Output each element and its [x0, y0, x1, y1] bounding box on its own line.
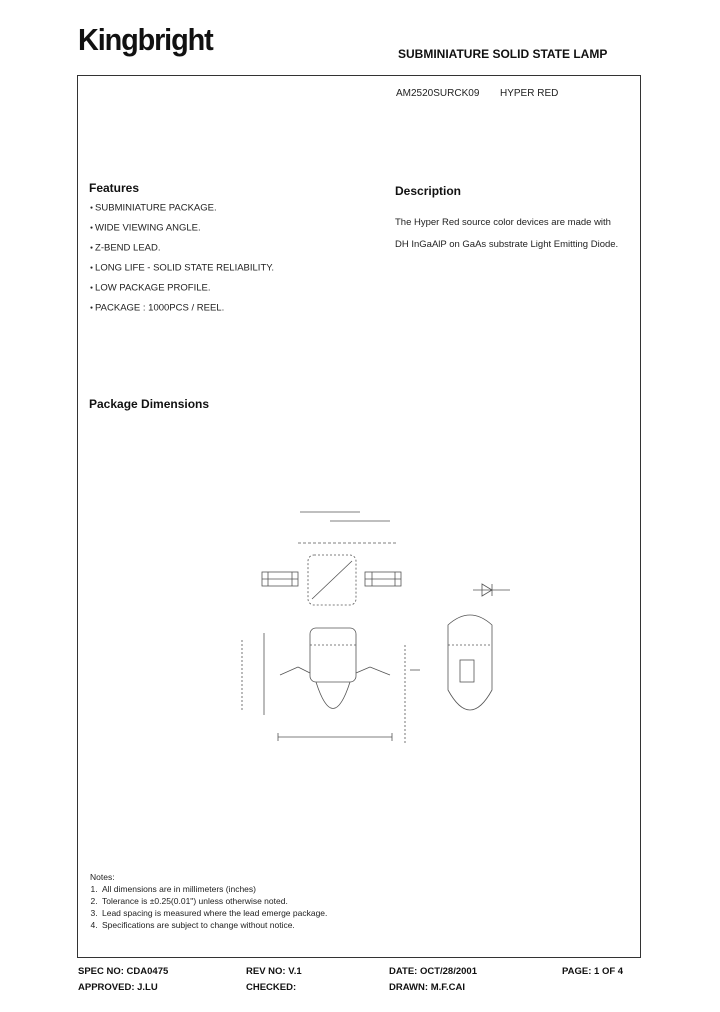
drawn-by: DRAWN: M.F.CAI [389, 982, 465, 993]
description-heading: Description [395, 184, 462, 198]
revision-number: REV NO: V.1 [246, 966, 302, 977]
note-item: 1. All dimensions are in millimeters (inches) [100, 883, 327, 895]
description-line: DH InGaAlP on GaAs substrate Light Emitting Diode. [395, 239, 619, 250]
notes-block [90, 871, 327, 931]
release-date: DATE: OCT/28/2001 [389, 966, 477, 977]
feature-item: ● LONG LIFE - SOLID STATE RELIABILITY. [90, 262, 274, 282]
feature-item: ● WIDE VIEWING ANGLE. [90, 222, 274, 242]
notes-heading: Notes: [90, 872, 115, 882]
approved-by: APPROVED: J.LU [78, 982, 158, 993]
note-item: 4. Specifications are subject to change without notice. [100, 919, 327, 931]
feature-item: ● SUBMINIATURE PACKAGE. [90, 202, 274, 222]
feature-item: ● Z-BEND LEAD. [90, 242, 274, 262]
feature-item: ● LOW PACKAGE PROFILE. [90, 282, 274, 302]
note-item: 2. Tolerance is ±0.25(0.01") unless otherwise noted. [100, 895, 327, 907]
features-list [90, 202, 274, 322]
features-heading: Features [89, 181, 140, 195]
emitted-color: HYPER RED [500, 88, 559, 99]
document-title: SUBMINIATURE SOLID STATE LAMP [398, 47, 608, 61]
description-line: The Hyper Red source color devices are made with [395, 217, 611, 228]
part-number: AM2520SURCK09 [396, 88, 480, 99]
package-dimensions-drawing [220, 495, 520, 760]
company-logo: Kingbright [78, 22, 213, 57]
checked-by: CHECKED: [246, 982, 297, 993]
note-item: 3. Lead spacing is measured where the lead emerge package. [100, 907, 327, 919]
feature-item: ● PACKAGE : 1000PCS / REEL. [90, 302, 274, 322]
spec-number: SPEC NO: CDA0475 [78, 966, 169, 977]
page-indicator: PAGE: 1 OF 4 [562, 966, 624, 977]
description-text [395, 212, 635, 256]
package-dimensions-heading: Package Dimensions [89, 397, 210, 411]
